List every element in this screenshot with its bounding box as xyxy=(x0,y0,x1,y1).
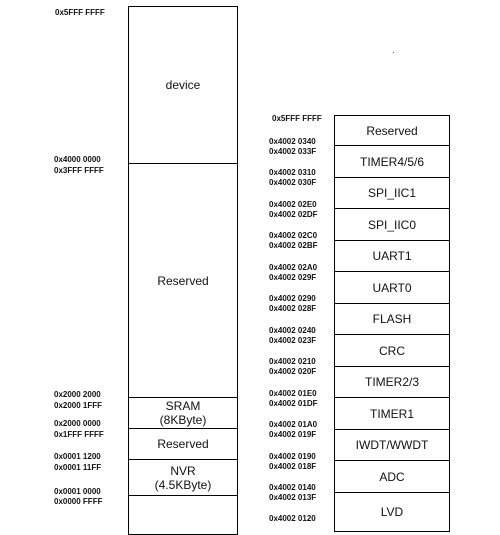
right-addr-25: 0x4002 0120 xyxy=(269,514,316,523)
left-addr-1: 0x4000 0000 xyxy=(54,155,101,164)
right-block-uart0: UART0 xyxy=(334,271,450,304)
left-addr-9: 0x0001 0000 xyxy=(54,487,101,496)
right-block-iwdt-wwdt: IWDT/WWDT xyxy=(334,429,450,461)
right-addr-14: 0x4002 023F xyxy=(269,336,317,345)
right-block-spi-iic0: SPI_IIC0 xyxy=(334,208,450,241)
right-addr-12: 0x4002 028F xyxy=(269,304,317,313)
right-block-flash: FLASH xyxy=(334,303,450,335)
right-addr-5: 0x4002 02E0 xyxy=(269,200,317,209)
left-block-device: device xyxy=(128,6,238,164)
left-addr-10: 0x0000 FFFF xyxy=(54,497,103,506)
right-addr-8: 0x4002 02BF xyxy=(269,241,318,250)
right-addr-20: 0x4002 019F xyxy=(269,430,317,439)
right-block-spi-iic1: SPI_IIC1 xyxy=(334,177,450,209)
right-block-adc: ADC xyxy=(334,460,450,493)
left-block-nvr: NVR (4.5KByte) xyxy=(128,459,238,496)
left-addr-4: 0x2000 1FFF xyxy=(54,401,103,410)
right-addr-21: 0x4002 0190 xyxy=(269,452,316,461)
right-addr-16: 0x4002 020F xyxy=(269,367,317,376)
right-block-timer1: TIMER1 xyxy=(334,397,450,430)
left-addr-8: 0x0001 11FF xyxy=(54,463,102,472)
left-block-bottom xyxy=(128,495,238,535)
right-block-timer456: TIMER4/5/6 xyxy=(334,145,450,178)
right-addr-6: 0x4002 02DF xyxy=(269,210,318,219)
right-addr-2: 0x4002 033F xyxy=(269,147,317,156)
right-addr-24: 0x4002 013F xyxy=(269,493,317,502)
left-addr-0: 0x5FFF FFFF xyxy=(55,8,105,17)
right-addr-22: 0x4002 018F xyxy=(269,462,317,471)
right-addr-19: 0x4002 01A0 xyxy=(269,420,318,429)
left-addr-2: 0x3FFF FFFF xyxy=(54,166,104,175)
right-block-lvd: LVD xyxy=(334,492,450,532)
left-addr-6: 0x1FFF FFFF xyxy=(54,430,104,439)
left-block-sram: SRAM (8KByte) xyxy=(128,397,238,429)
right-block-uart1: UART1 xyxy=(334,240,450,272)
right-addr-9: 0x4002 02A0 xyxy=(269,263,318,272)
right-addr-11: 0x4002 0290 xyxy=(269,294,316,303)
left-addr-5: 0x2000 0000 xyxy=(54,419,101,428)
right-block-reserved: Reserved xyxy=(334,115,450,146)
right-addr-13: 0x4002 0240 xyxy=(269,326,316,335)
right-addr-0: 0x5FFF FFFF xyxy=(272,114,322,123)
right-addr-18: 0x4002 01DF xyxy=(269,399,318,408)
right-addr-17: 0x4002 01E0 xyxy=(269,389,317,398)
left-addr-7: 0x0001 1200 xyxy=(54,452,101,461)
right-addr-10: 0x4002 029F xyxy=(269,273,317,282)
right-addr-7: 0x4002 02C0 xyxy=(269,231,318,240)
left-addr-3: 0x2000 2000 xyxy=(54,390,101,399)
right-block-timer23: TIMER2/3 xyxy=(334,366,450,398)
stray-dot-mark: · xyxy=(392,48,395,57)
right-addr-4: 0x4002 030F xyxy=(269,178,317,187)
right-addr-15: 0x4002 0210 xyxy=(269,357,316,366)
left-block-reserved-lower: Reserved xyxy=(128,428,238,460)
right-addr-1: 0x4002 0340 xyxy=(269,137,316,146)
right-block-crc: CRC xyxy=(334,334,450,367)
right-addr-3: 0x4002 0310 xyxy=(269,168,316,177)
right-addr-23: 0x4002 0140 xyxy=(269,483,316,492)
left-block-reserved-upper: Reserved xyxy=(128,163,238,398)
